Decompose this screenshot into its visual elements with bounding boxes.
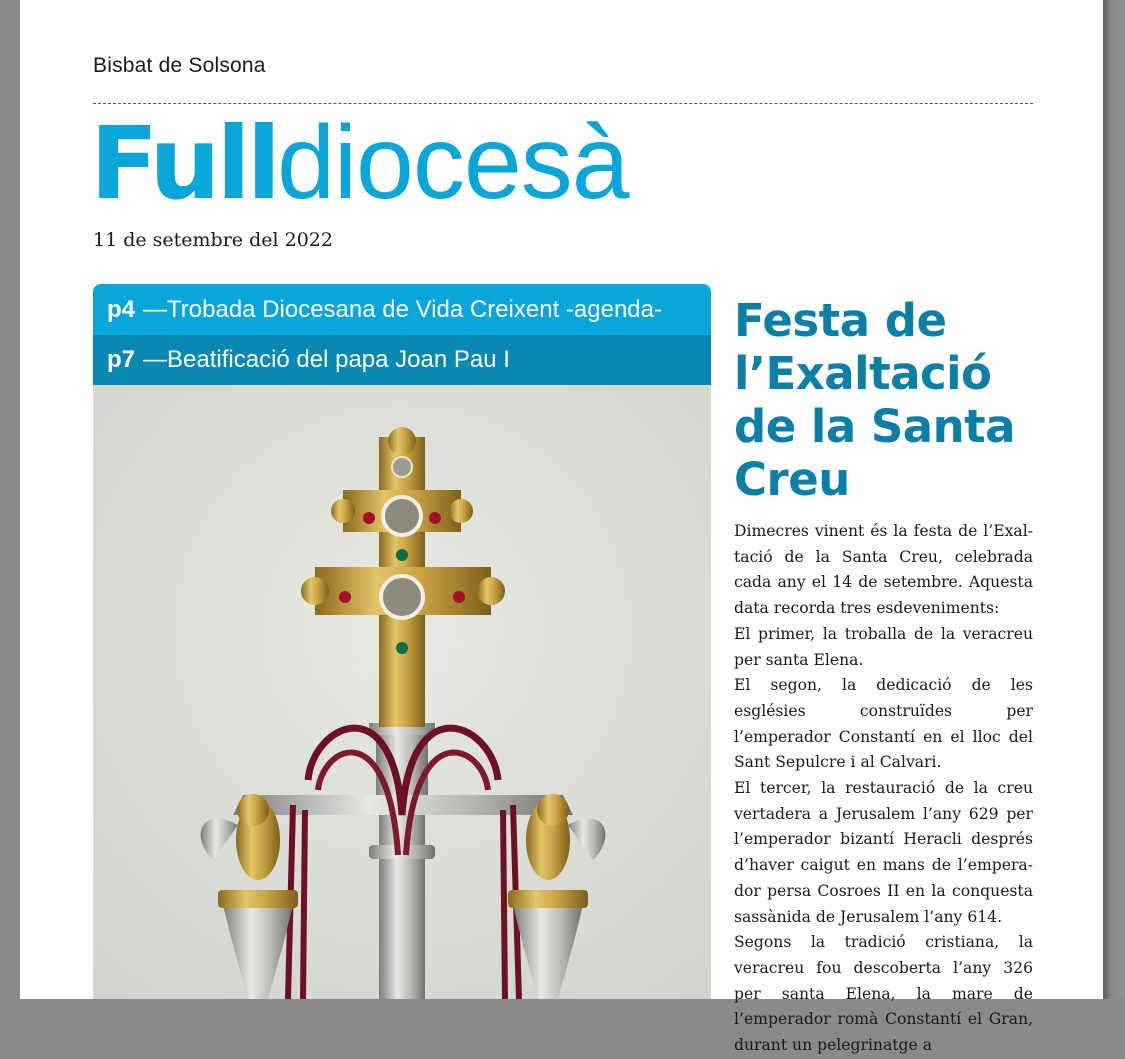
toc-title: —Beatificació del papa Joan Pau I xyxy=(143,346,510,373)
reliquary-cross-illustration xyxy=(93,385,711,999)
toc-item-p7[interactable] xyxy=(93,335,711,385)
article-body xyxy=(734,519,1033,1059)
masthead-light: diocesà xyxy=(277,105,629,221)
toc-title: —Trobada Diocesana de Vida Creixent -agenda- xyxy=(143,295,662,323)
toc-item-p4[interactable] xyxy=(93,284,711,335)
article-paragraph: Segons la tradició cristiana, la veracreu fou descoberta l’any 326 per santa Elena, la mare de l’emperador romà Constantí el Gran, durant un pelegrinatge a xyxy=(734,933,1033,1055)
viewer-background xyxy=(1103,0,1125,999)
publisher-name: Bisbat de Solsona xyxy=(93,54,266,77)
article-headline: Festa de l’Exaltació de la Santa Creu xyxy=(734,294,1016,506)
table-of-contents xyxy=(93,284,711,385)
newsletter-page xyxy=(20,0,1103,1055)
article-paragraph: El primer, la troballa de la veracreu per santa Elena. xyxy=(734,624,1033,669)
reliquary-cross-photo xyxy=(93,385,711,999)
masthead-title xyxy=(90,105,629,222)
issue-date: 11 de setembre del 2022 xyxy=(93,229,333,251)
toc-page-number: p4 xyxy=(107,295,136,323)
header-divider xyxy=(93,103,1033,104)
toc-page-number: p7 xyxy=(107,346,136,373)
article-paragraph: Dimecres vinent és la festa de l’Exaltació de la Santa Creu, celebrada cada any el 14 de setembre. Aquesta data recorda tres esdeveniments: xyxy=(734,522,1033,618)
article-paragraph: El segon, la dedicació de les esglésies construïdes per l’emperador Constantí en el lloc del Sant Sepulcre i al Calvari. xyxy=(734,676,1033,772)
masthead-bold: Full xyxy=(90,105,278,222)
article-paragraph: El tercer, la restauració de la creu vertadera a Jerusalem l’any 629 per l’emperador bizantí Heracli després d’haver caigut en mans de l’emperador persa Cosroes II en la conquesta sassànida de Jerusalem l’any 614. xyxy=(734,779,1033,926)
